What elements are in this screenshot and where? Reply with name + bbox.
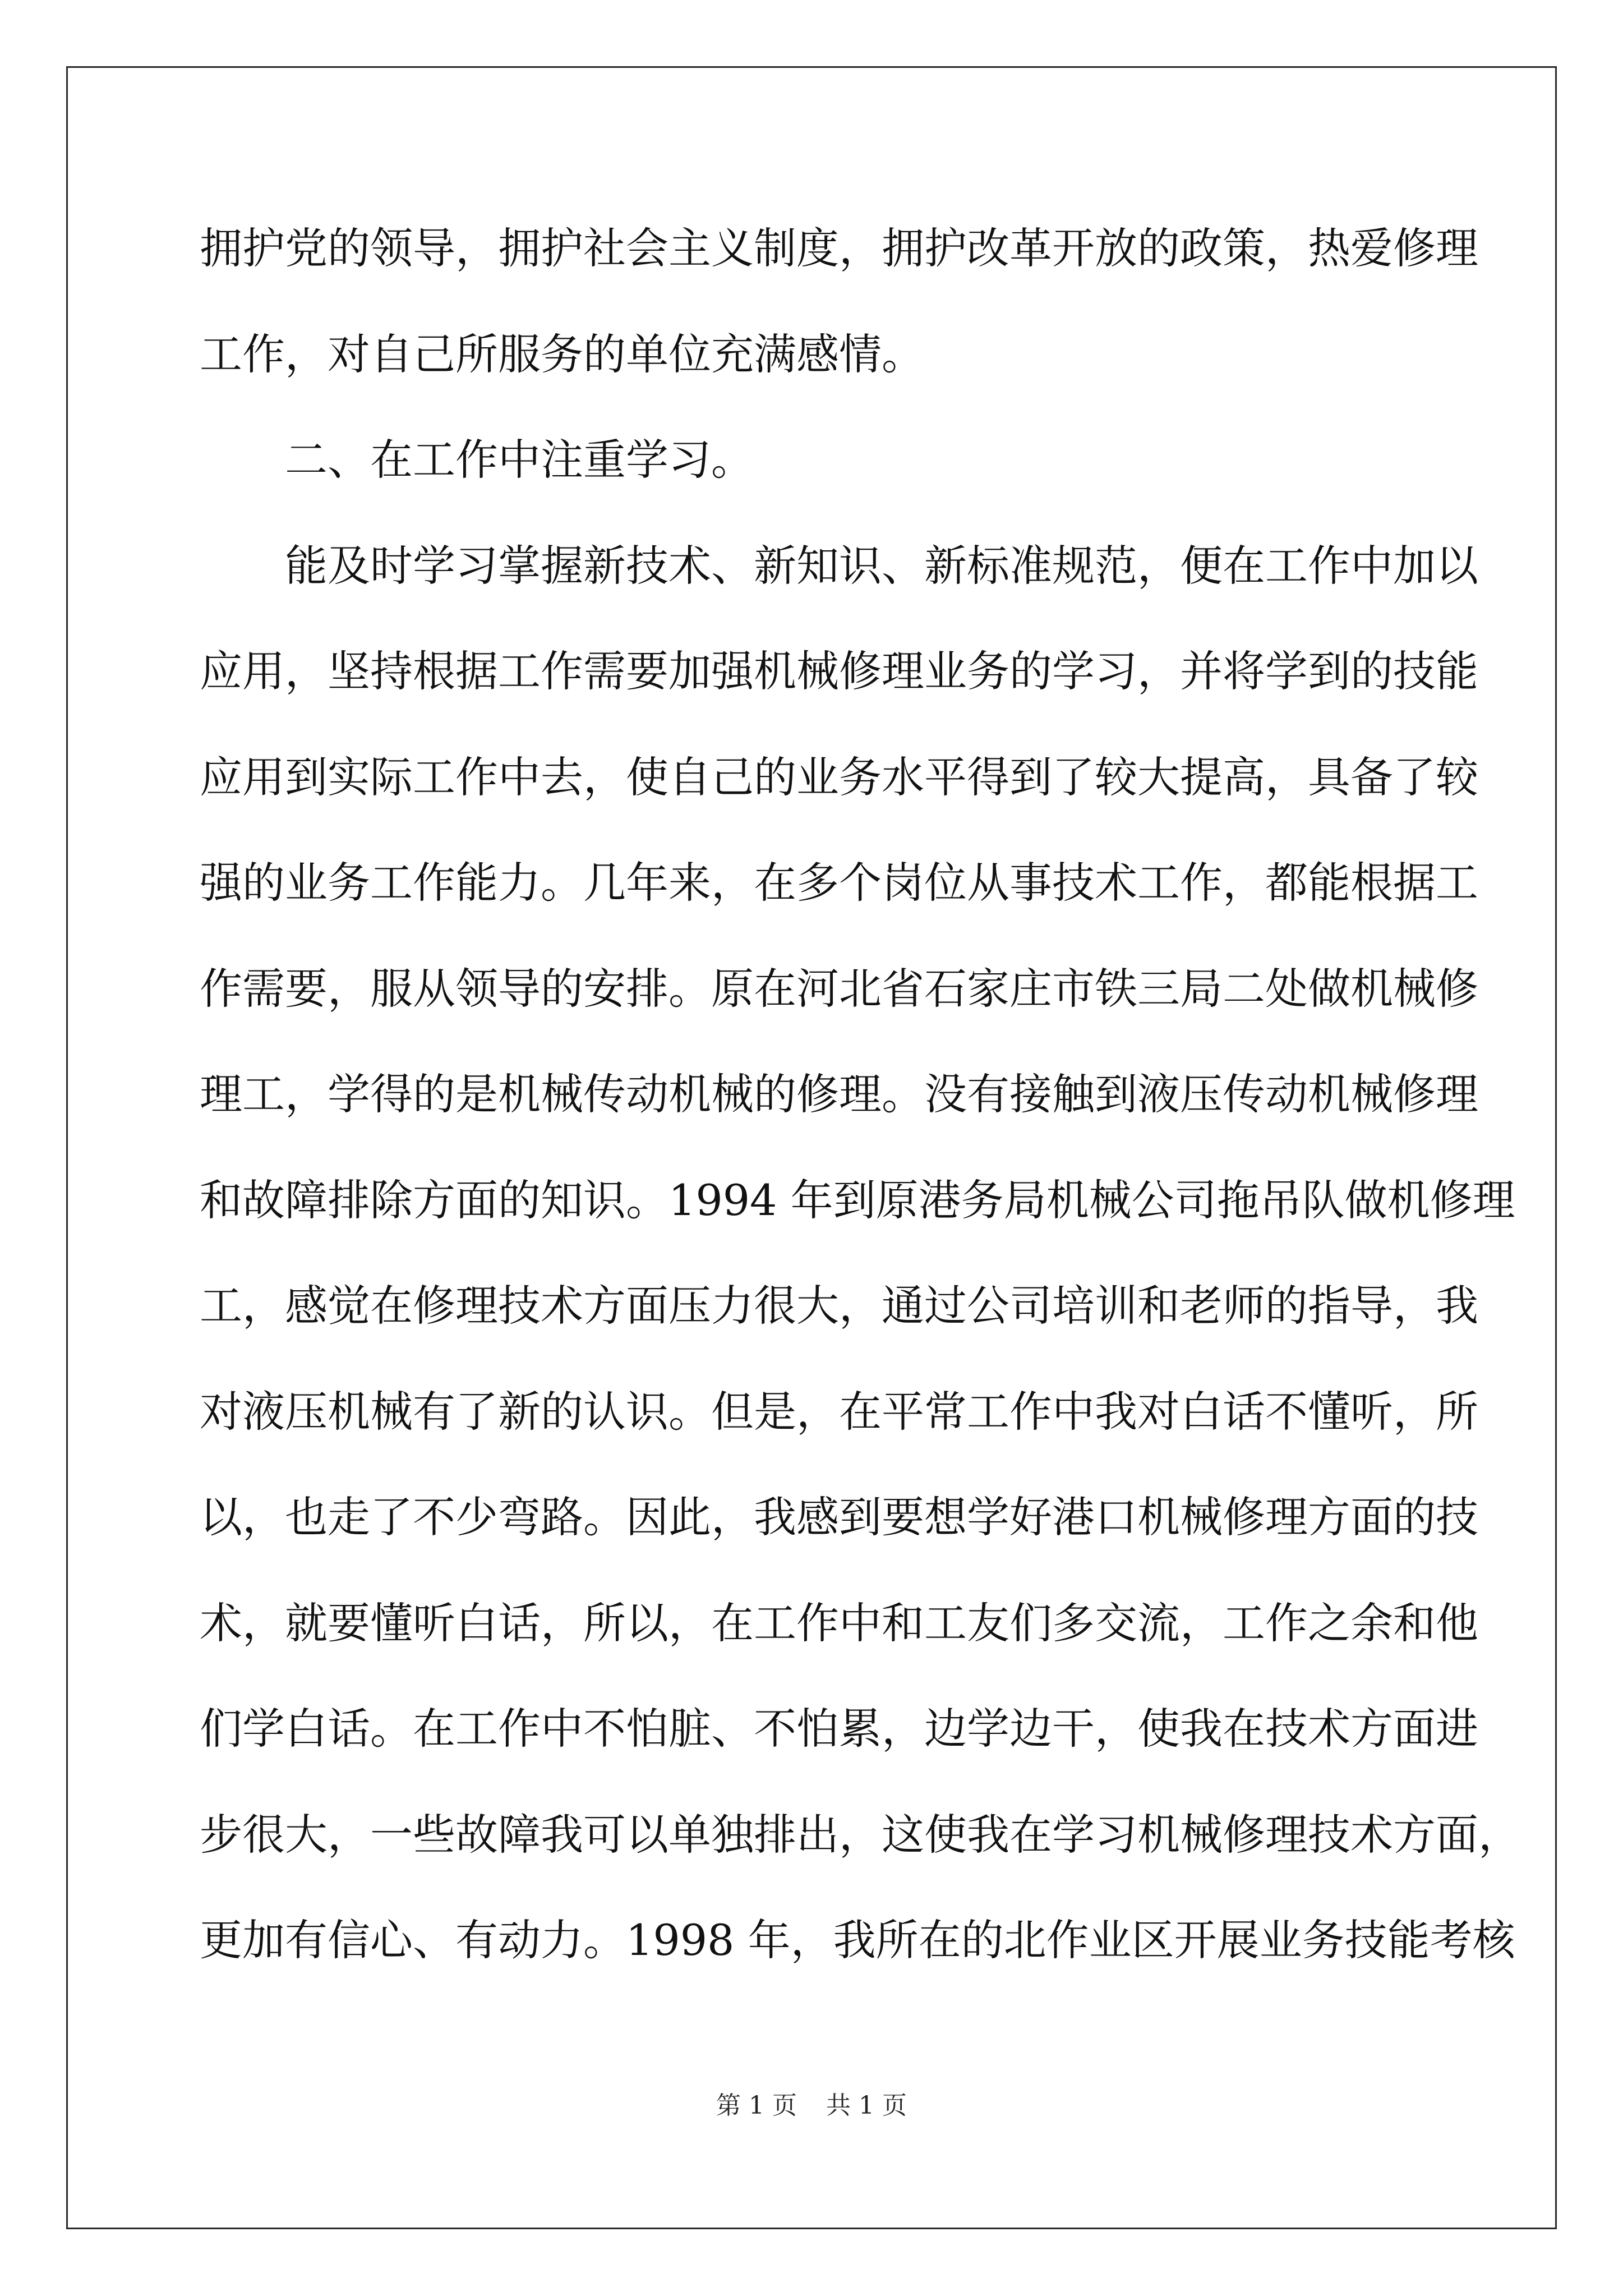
page-footer: [0, 2089, 1623, 2123]
text-line: 理工，学得的是机械传动机械的修理。没有接触到液压传动机械修理: [200, 1069, 1478, 1119]
text-line: 工，感觉在修理技术方面压力很大，通过公司培训和老师的指导，我: [200, 1281, 1478, 1331]
text-line: 更加有信心、有动力。1998 年，我所在的北作业区开展业务技能考核: [200, 1915, 1515, 1965]
document-body: [200, 218, 1521, 2016]
text-line: 以，也走了不少弯路。因此，我感到要想学好港口机械修理方面的技: [200, 1492, 1478, 1542]
text-line: 们学白话。在工作中不怕脏、不怕累，边学边干，使我在技术方面进: [200, 1704, 1478, 1754]
text-line: 对液压机械有了新的认识。但是，在平常工作中我对白话不懂听，所: [200, 1386, 1478, 1437]
text-line: 术，就要懂听白话，所以，在工作中和工友们多交流，工作之余和他: [200, 1598, 1478, 1648]
text-line: 和故障排除方面的知识。1994 年到原港务局机械公司拖吊队做机修理: [200, 1175, 1515, 1225]
text-line: 强的业务工作能力。几年来，在多个岗位从事技术工作，都能根据工: [200, 858, 1478, 908]
text-line: 步很大，一些故障我可以单独排出，这使我在学习机械修理技术方面，: [200, 1809, 1521, 1860]
text-line: 应用到实际工作中去，使自己的业务水平得到了较大提高，具备了较: [200, 752, 1478, 802]
page-total: 共 1 页: [826, 2091, 907, 2120]
text-line: 能及时学习掌握新技术、新知识、新标准规范，便在工作中加以: [285, 540, 1478, 591]
text-line: 拥护党的领导，拥护社会主义制度，拥护改革开放的政策，热爱修理: [200, 223, 1478, 273]
text-line: 作需要，服从领导的安排。原在河北省石家庄市铁三局二处做机械修: [200, 963, 1478, 1014]
text-line: 工作，对自己所服务的单位充满感情。: [200, 329, 924, 379]
page-number: 第 1 页: [716, 2091, 797, 2120]
section-heading: 二、在工作中注重学习。: [285, 435, 754, 485]
text-line: 应用，坚持根据工作需要加强机械修理业务的学习，并将学到的技能: [200, 646, 1478, 696]
